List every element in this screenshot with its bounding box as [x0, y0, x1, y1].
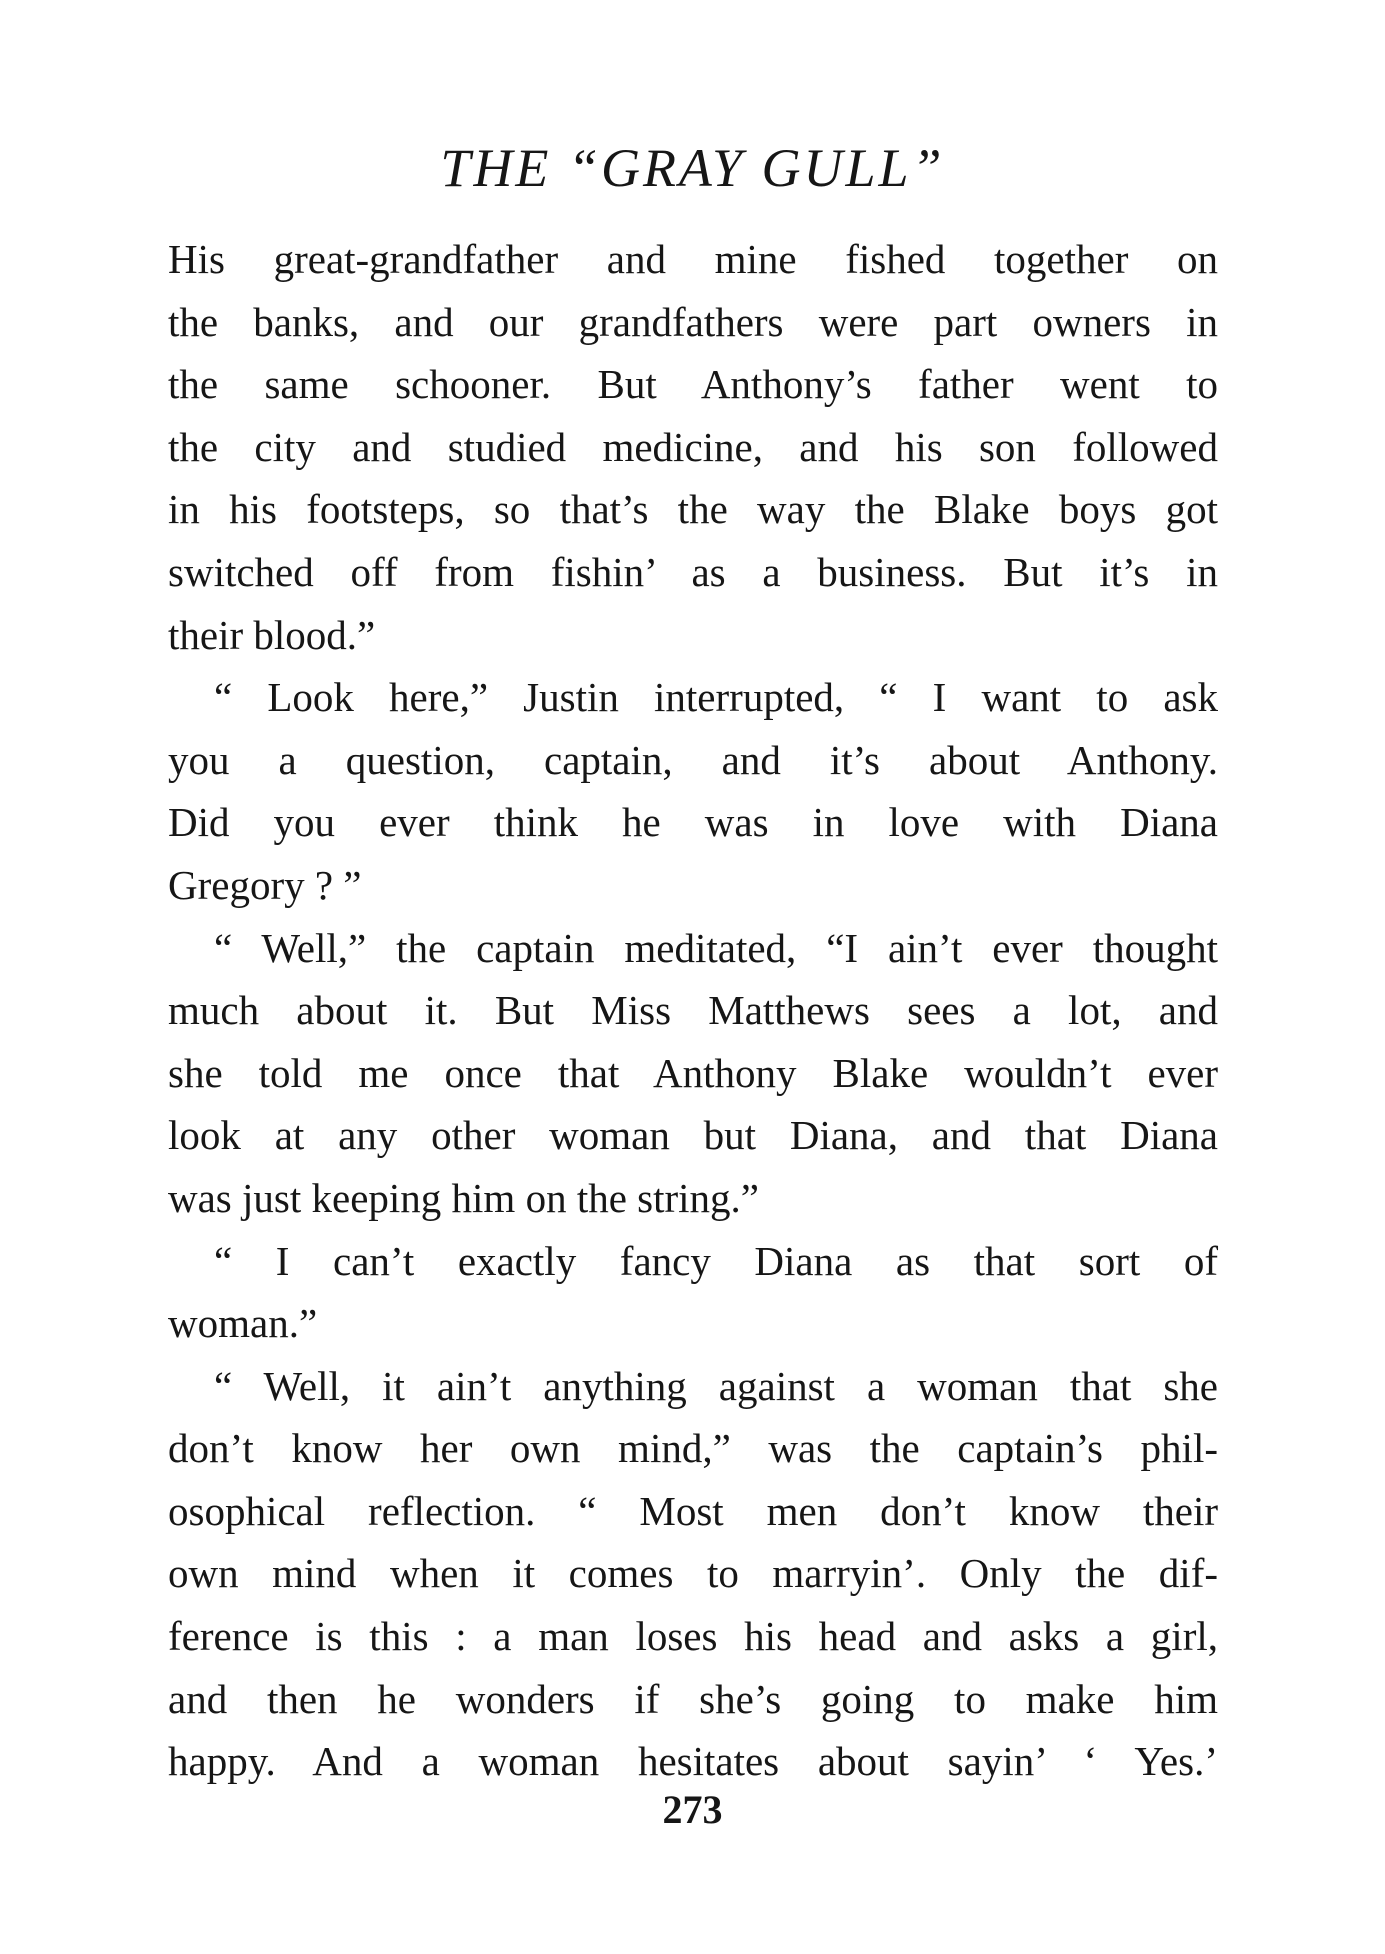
text-line: in his footsteps, so that’s the way the Blake boys got [168, 486, 1218, 533]
text-line: much about it. But Miss Matthews sees a lot, and [168, 987, 1218, 1034]
text-line: “ Well,” the captain meditated, “I ain’t ever thought [214, 924, 1218, 971]
text-line: and then he wonders if she’s going to make him [168, 1675, 1218, 1722]
text-line: “ I can’t exactly fancy Diana as that sort of [214, 1237, 1218, 1284]
text-line: you a question, captain, and it’s about Anthony. [168, 736, 1218, 783]
text-line: osophical reflection. “ Most men don’t know their [168, 1487, 1218, 1534]
text-line: was just keeping him on the string.” [168, 1174, 759, 1221]
text-line: the city and studied medicine, and his son followed [168, 423, 1218, 470]
page-number: 273 [662, 1787, 723, 1832]
text-line: “ Look here,” Justin interrupted, “ I want to ask [214, 674, 1218, 721]
body-text [168, 228, 1218, 1793]
text-line: don’t know her own mind,” was the captain’s phil- [168, 1425, 1218, 1472]
text-line: the banks, and our grandfathers were part owners in [168, 298, 1218, 345]
text-line: Did you ever think he was in love with Diana [168, 799, 1218, 846]
text-line: look at any other woman but Diana, and that Diana [168, 1112, 1218, 1159]
text-line: woman.” [168, 1300, 318, 1347]
text-line: Gregory ? ” [168, 861, 362, 908]
text-line: she told me once that Anthony Blake wouldn’t ever [168, 1049, 1218, 1096]
text-line: the same schooner. But Anthony’s father went to [168, 361, 1218, 408]
text-line: His great-grandfather and mine fished together on [168, 236, 1218, 282]
text-line: “ Well, it ain’t anything against a woman that she [214, 1362, 1218, 1409]
text-line: ference is this : a man loses his head and asks a girl, [168, 1613, 1218, 1660]
running-title: THE “GRAY GULL” [440, 138, 945, 198]
text-line: own mind when it comes to marryin’. Only the dif- [168, 1550, 1218, 1597]
text-line: their blood.” [168, 611, 376, 658]
text-line: switched off from fishin’ as a business. But it’s in [168, 548, 1218, 595]
text-line: happy. And a woman hesitates about sayin’ ‘ Yes.’ [168, 1738, 1218, 1785]
